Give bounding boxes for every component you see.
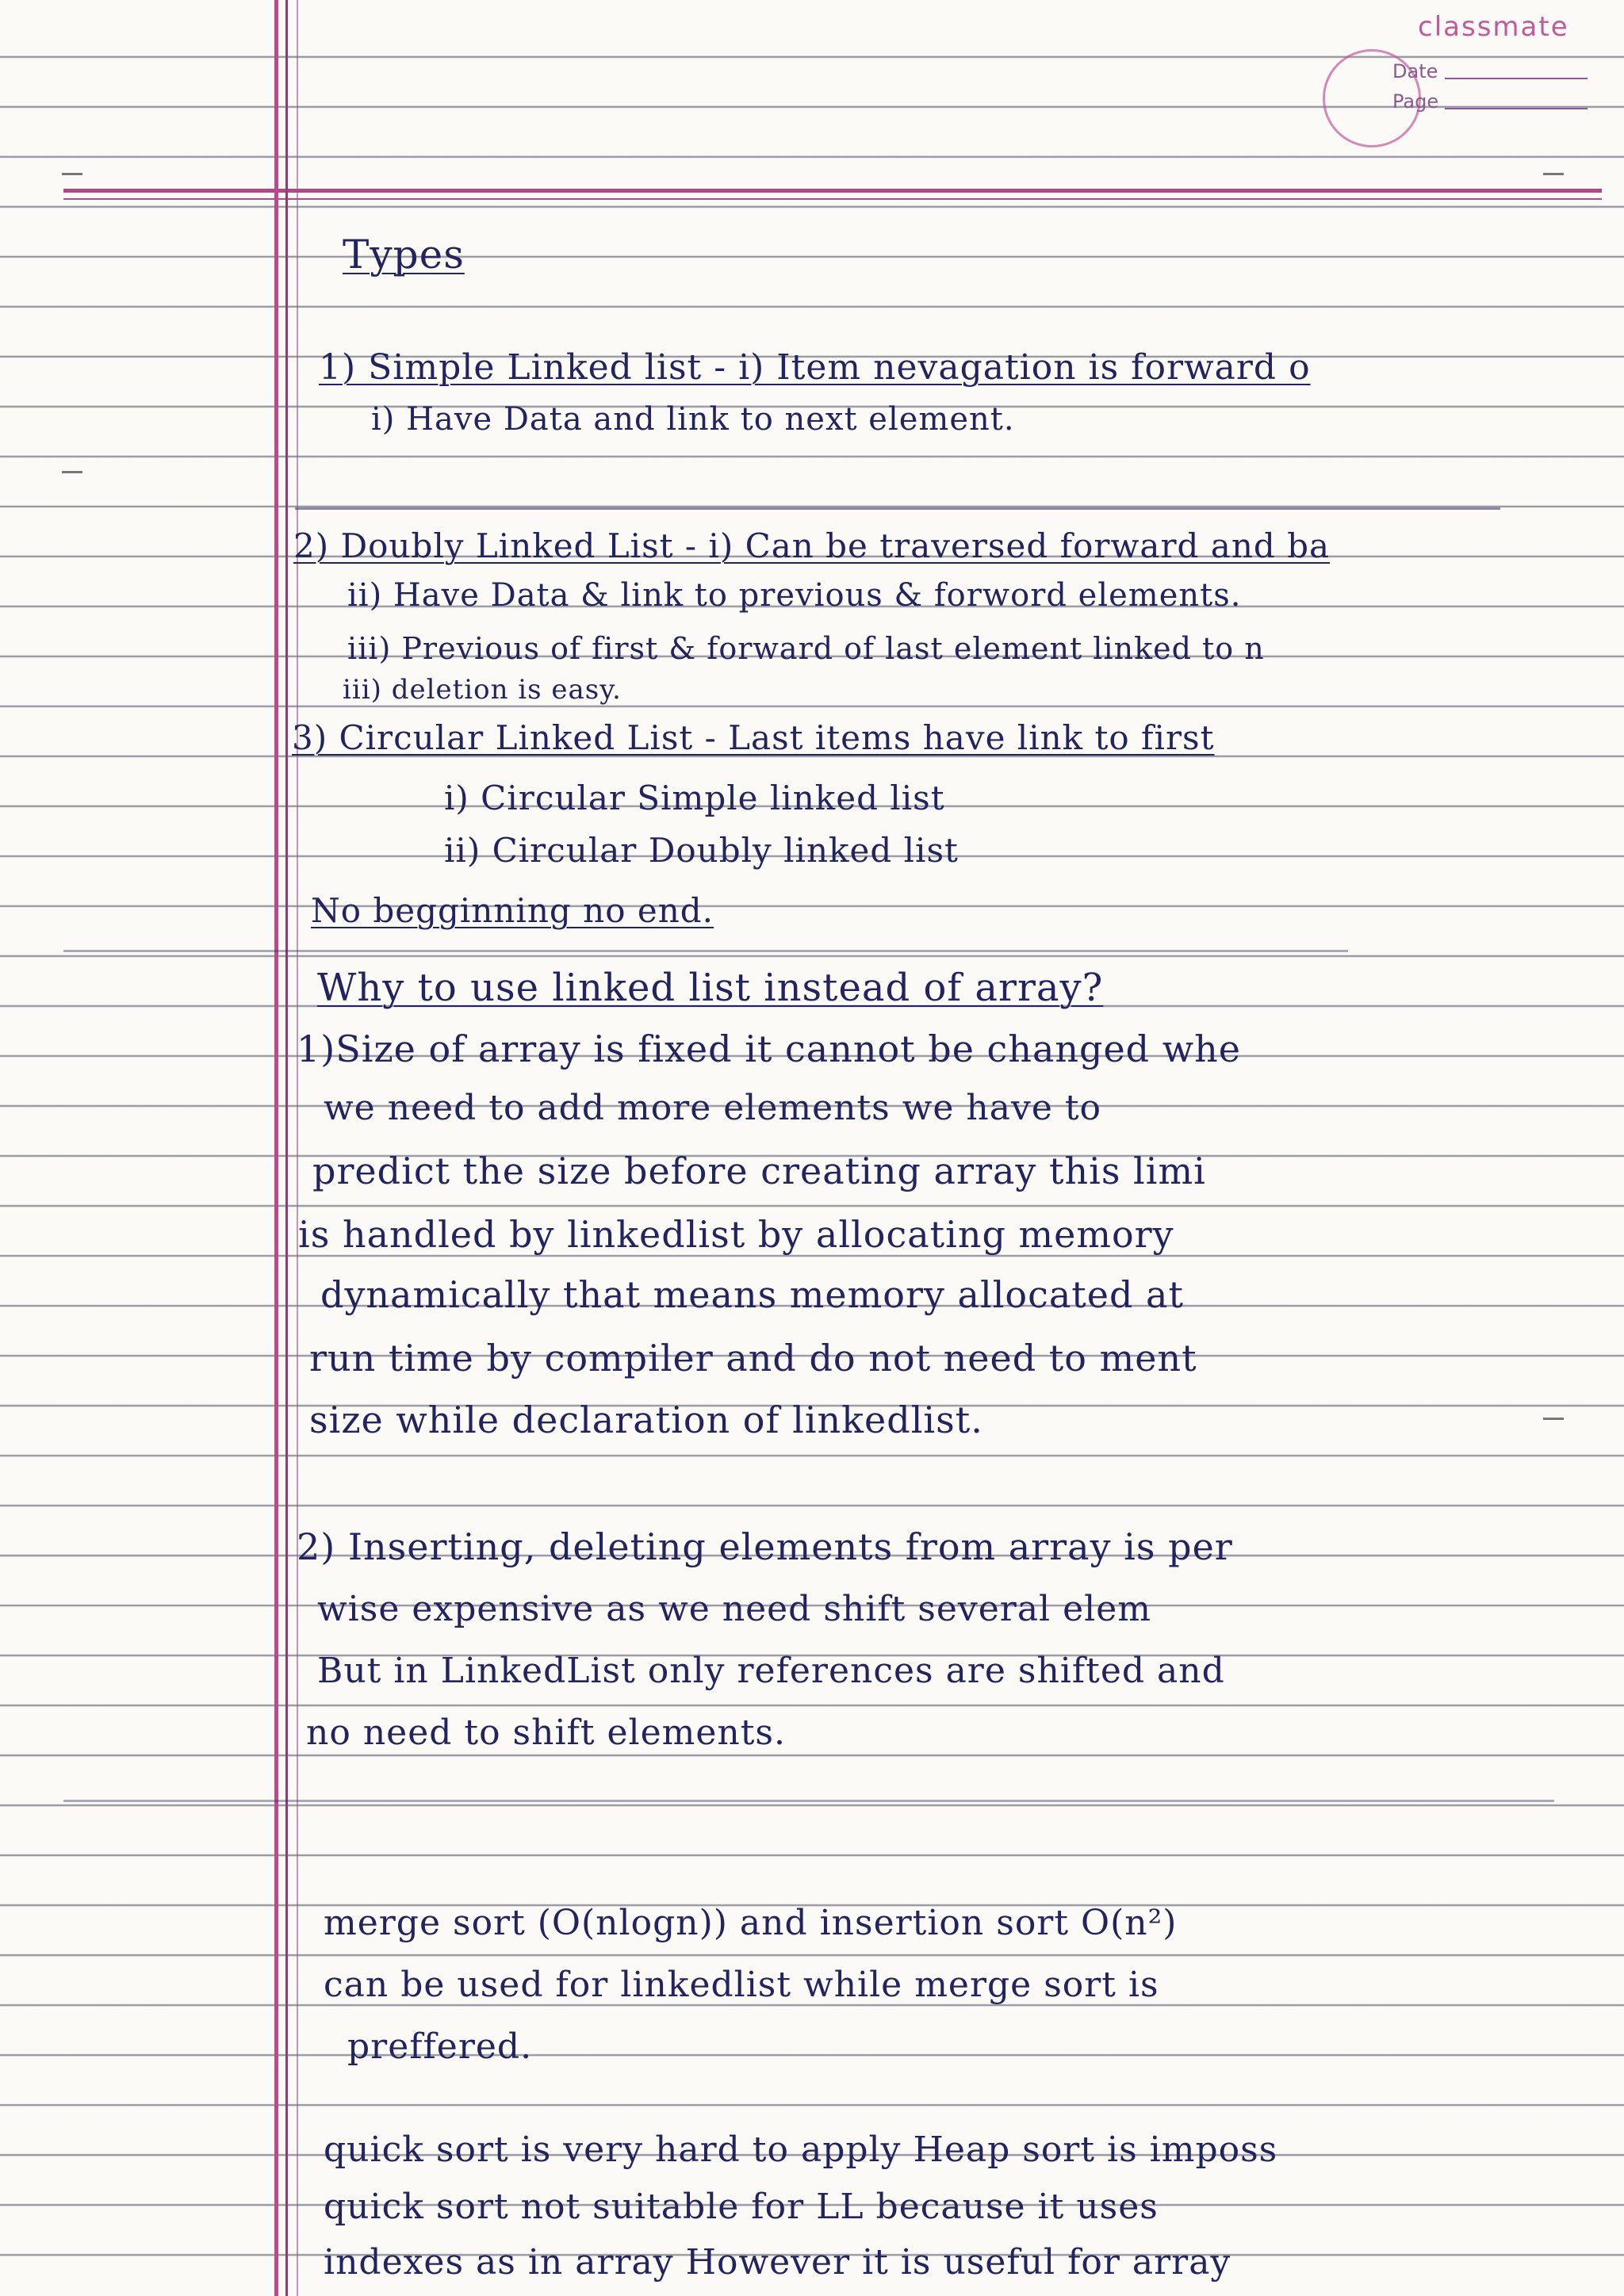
section-divider <box>63 1800 1554 1802</box>
quick-line: quick sort not suitable for LL because it uses <box>324 2187 1159 2227</box>
type-line: No begginning no end. <box>311 891 714 930</box>
quick-line: quick sort is very hard to apply Heap sort is imposs <box>324 2130 1278 2170</box>
header-rule <box>63 189 1602 193</box>
type-line: iii) deletion is easy. <box>343 674 622 706</box>
notebook-brand: classmate <box>1418 11 1569 43</box>
why-line: 1)Size of array is fixed it cannot be changed whe <box>297 1027 1241 1070</box>
type-line: iii) Previous of first & forward of last element linked to n <box>347 631 1265 666</box>
type-line: 1) Simple Linked list - i) Item nevagation is forward o <box>319 347 1311 388</box>
why-line: wise expensive as we need shift several elem <box>317 1589 1151 1629</box>
margin-tick <box>1543 1418 1564 1420</box>
why-line: no need to shift elements. <box>306 1712 786 1753</box>
sorting-line: merge sort (O(nlogn)) and insertion sort O(n²) <box>324 1903 1178 1943</box>
why-line: 2) Inserting, deleting elements from array is per <box>297 1525 1233 1568</box>
type-line: ii) Have Data & link to previous & forword elements. <box>347 577 1242 614</box>
margin-tick <box>62 173 82 175</box>
margin-tick <box>1543 173 1564 175</box>
page-title: Types <box>343 232 465 277</box>
quick-line: indexes as in array However it is useful for array <box>324 2242 1231 2283</box>
type-line: 3) Circular Linked List - Last items have link to first <box>292 718 1215 757</box>
why-line: size while declaration of linkedlist. <box>309 1399 983 1441</box>
why-line: is handled by linkedlist by allocating memory <box>298 1213 1174 1256</box>
why-line: dynamically that means memory allocated at <box>320 1273 1184 1316</box>
why-heading: Why to use linked list instead of array? <box>317 966 1104 1010</box>
sorting-line: preffered. <box>347 2026 533 2067</box>
type-line: i) Have Data and link to next element. <box>371 401 1015 438</box>
sorting-line: can be used for linkedlist while merge sort is <box>324 1965 1159 2005</box>
type-line: 2) Doubly Linked List - i) Can be traversed forward and ba <box>293 526 1331 565</box>
margin-line <box>297 0 298 2296</box>
why-line: But in LinkedList only references are shifted and <box>317 1651 1225 1691</box>
section-divider <box>63 950 1348 952</box>
type-line: ii) Circular Doubly linked list <box>444 831 959 870</box>
type-line: i) Circular Simple linked list <box>444 779 945 817</box>
date-label: Date <box>1392 60 1438 82</box>
why-line: predict the size before creating array this limi <box>312 1150 1206 1192</box>
margin-tick <box>62 471 82 473</box>
why-line: we need to add more elements we have to <box>324 1088 1102 1128</box>
margin-line <box>285 0 288 2296</box>
header-rule-thin <box>63 198 1602 200</box>
why-line: run time by compiler and do not need to ment <box>309 1337 1197 1380</box>
margin-line <box>274 0 278 2296</box>
section-divider <box>295 507 1500 510</box>
page-label: Page <box>1392 90 1439 113</box>
